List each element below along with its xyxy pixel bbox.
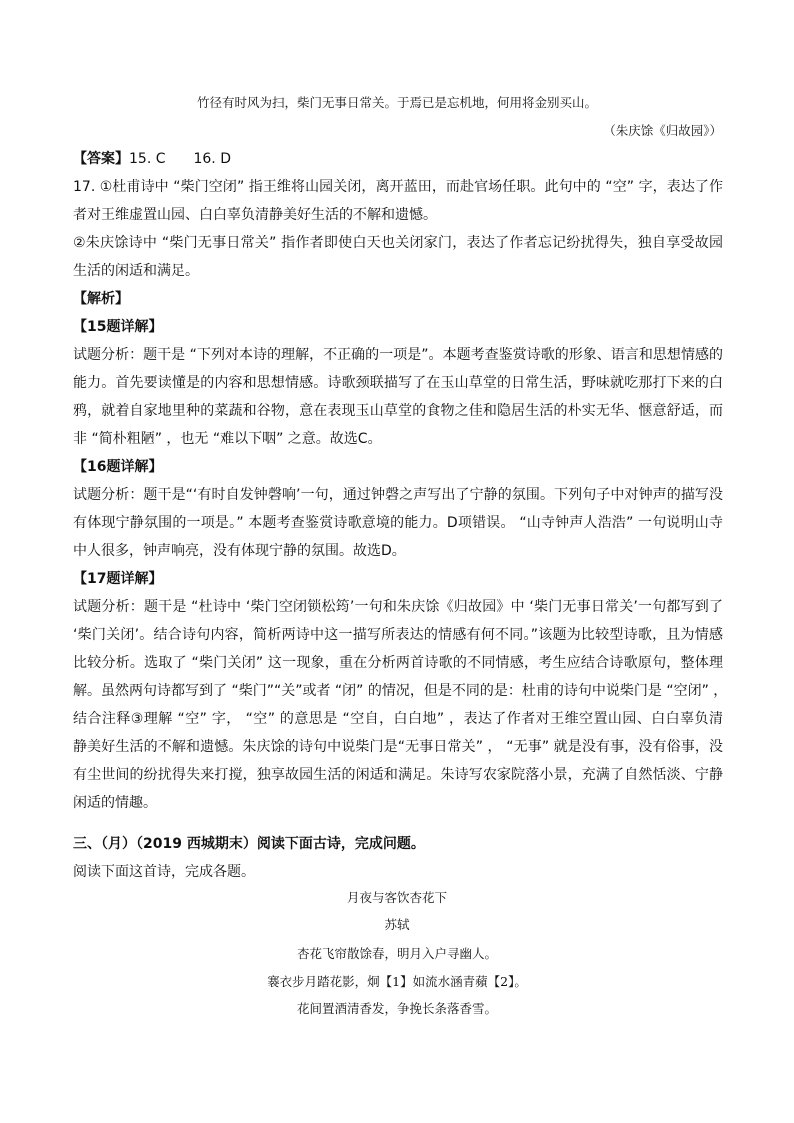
answer-row	[73, 149, 723, 169]
q15-line: 能力。首先要读懂是的内容和思想情感。诗歌颈联描写了在玉山草堂的日常生活，野味就吃那打下来的白	[73, 375, 723, 391]
poem1-last-line: 竹径有时风为扫，柴门无事日常关。于焉已是忘机地，何用将金别买山。	[196, 95, 597, 110]
q17-line: 解。虽然两句诗都写到了 “柴门”“关”或者 “闭” 的情况，但是不同的是：杜甫的诗句中说柴门是 “空闭” ，	[73, 683, 728, 699]
poem2-line: 花间置酒清香发，争挽长条落香雪。	[296, 1001, 497, 1016]
answer-label: 【答案】	[73, 151, 129, 167]
section3-instruction: 阅读下面这首诗，完成各题。	[73, 864, 255, 880]
q17-detail-label: 【17题详解】	[73, 571, 163, 587]
answer-17-line: ②朱庆馀诗中 “柴门无事日常关” 指作者即使白天也关闭家门，表达了作者忘记纷扰得失，独自享受故园	[73, 235, 723, 251]
answer-choices: 15. C 16. D	[129, 151, 231, 167]
answer-17-line: 生活的闲适和满足。	[73, 263, 199, 279]
q17-line: 结合注释③理解 “空” 字， “空” 的意思是 “空自，白白地” ，表达了作者对王维空置山园、白白辜负清	[73, 711, 723, 727]
q17-line: 静美好生活的不解和遗憾。朱庆馀的诗句中说柴门是“无事日常关” ， “无事” 就是没有事，没有俗事，没	[73, 739, 723, 755]
poem2-author: 苏轼	[384, 917, 410, 932]
poem1-attribution: （朱庆馀《归故园》）	[603, 123, 722, 138]
answer-17-line: 者对王维虚置山园、白白辜负清静美好生活的不解和遗憾。	[73, 207, 437, 223]
q15-line: 非 “简朴粗陋” ，也无 “难以下咽” 之意。故选C。	[73, 431, 382, 447]
q17-line: ‘柴门关闭’。结合诗句内容，简析两诗中这一描写所表达的情感有何不同。”该题为比较型诗歌，且为情感	[73, 627, 723, 643]
q16-line: 有体现宁静氛围的一项是。” 本题考查鉴赏诗歌意境的能力。D项错误。 “山寺钟声人浩浩” 一句说明山寺	[73, 515, 723, 531]
analysis-label: 【解析】	[73, 291, 129, 307]
q17-line: 有尘世间的纷扰得失来打搅，独享故园生活的闲适和满足。朱诗写农家院落小景，充满了自然恬淡、宁静	[73, 767, 723, 783]
q17-line: 试题分析：题干是 “杜诗中 ‘柴门空闭锁松筠’一句和朱庆馀《归故园》中 ‘柴门无事日常关’一句都写到了	[73, 599, 723, 615]
q16-line: 中人很多，钟声响亮，没有体现宁静的氛围。故选D。	[73, 543, 406, 559]
q15-line: 鸦，就着自家地里种的菜蔬和谷物，意在表现玉山草堂的食物之佳和隐居生活的朴实无华、惬意舒适，而	[73, 403, 723, 419]
poem2-line: 杏花飞帘散馀春，明月入户寻幽人。	[296, 946, 497, 961]
q17-line: 闲适的情趣。	[73, 795, 157, 811]
answer-17-line: 17. ①杜甫诗中 “柴门空闭” 指王维将山园关闭，离开蓝田，而赴官场任职。此句中的 “空” 字，表达了作	[73, 179, 723, 195]
poem2-title: 月夜与客饮杏花下	[346, 890, 447, 905]
q15-detail-label: 【15题详解】	[73, 319, 163, 335]
q15-line: 试题分析：题干是 “下列对本诗的理解，不正确的一项是”。本题考查鉴赏诗歌的形象、语言和思想情感的	[73, 347, 723, 363]
q16-detail-label: 【16题详解】	[73, 459, 163, 475]
poem2-line: 褰衣步月踏花影，炯【1】如流水涵青蘋【2】。	[267, 974, 527, 989]
section3-heading: 三、（月）（2019 西城期末）阅读下面古诗，完成问题。	[73, 836, 425, 852]
q16-line: 试题分析：题干是“‘有时自发钟磬响’一句，通过钟磬之声写出了宁静的氛围。下列句子中对钟声的描写没	[73, 487, 723, 503]
q17-line: 比较分析。选取了 “柴门关闭” 这一现象，重在分析两首诗歌的不同情感，考生应结合诗歌原句，整体理	[73, 655, 723, 671]
